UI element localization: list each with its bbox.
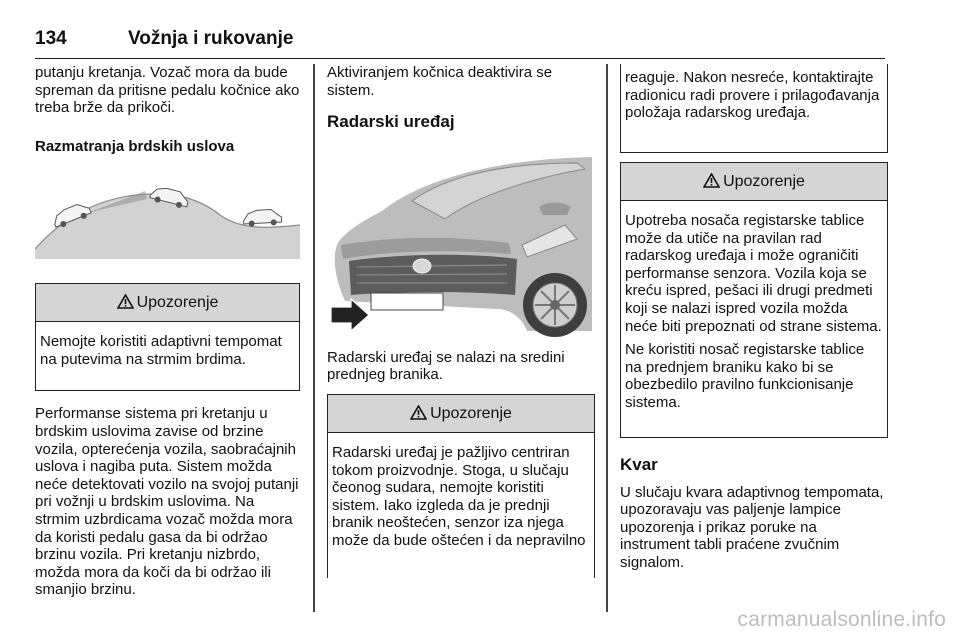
- warning-header: [36, 284, 299, 322]
- plate-holder-warning-box: [620, 162, 888, 438]
- malfunction-heading: Kvar: [620, 455, 658, 474]
- warning-text-1: Upotreba nosača registarske tablice može da utiče na pravilan rad radarskog uređaja i može ograničiti performanse senzora. Vozila koja se kreću ispred, pešaci ili drugi predmeti koji se nalazi ispred vozila možda neće biti prepoznati od strane sistema.: [625, 212, 882, 335]
- intro-text: putanju kretanja. Vozač mora da bude spreman da pritisne pedalu kočnice ako treba brže da prikoči.: [35, 64, 300, 117]
- warning-title: Upozorenje: [136, 294, 219, 312]
- hill-warning-box: [35, 283, 300, 391]
- column-divider-1: [313, 64, 315, 612]
- warning-icon: [703, 173, 720, 188]
- page-number: 134: [35, 28, 67, 49]
- radar-warning-continued-box: [620, 64, 888, 153]
- column-right: [620, 64, 888, 572]
- warning-icon: [410, 405, 427, 420]
- radar-heading: Radarski uređaj: [327, 112, 455, 132]
- column-left: [35, 64, 300, 599]
- warning-text: Radarski uređaj je pažljivo centriran tokom proizvodnje. Stoga, u slučaju čeonog sudara, nemojte koristiti sistem. Iako izgleda da je prednji branik neoštećen, senzor iza njega može da bude oštećen i da nepravilno: [332, 443, 586, 549]
- warning-body: [621, 201, 887, 418]
- hill-illustration: [35, 169, 300, 259]
- hill-conditions-subheading: Razmatranja brdskih uslova: [35, 137, 235, 155]
- warning-body: [36, 322, 299, 374]
- warning-title: Upozorenje: [430, 404, 512, 422]
- radar-warning-box: [327, 394, 595, 578]
- hill-performance-text: Performanse sistema pri kretanju u brdskim uslovima zavise od brzine vozila, opterećenja vozila, saobraćajnih uslova i nagiba puta. Sistem možda neće detektovati vozilo na svojoj putanji pri vožnji u brdskim uslovima. Na strmim uzbrdicama vozač možda mora da koristi pedalu gasa da bi održao brzinu vozila. Pri kretanju nizbrdo, možda mora da koči da bi održao ili smanjio brzinu.: [35, 405, 299, 599]
- column-middle: [327, 64, 595, 578]
- warning-text-continued: reaguje. Nakon nesreće, kontaktirajte radionicu radi provere i prilagođavanja položaja radarskog uređaja.: [625, 69, 880, 122]
- warning-icon: [117, 294, 134, 309]
- malfunction-text: U slučaju kvara adaptivnog tempomata, upozoravaju vas paljenje lampice upozorenja i prikaz poruke na instrument tabli praćene zvučnim signalom.: [620, 483, 884, 571]
- page-header: [35, 28, 885, 59]
- watermark: carmanualsonline.info: [737, 608, 946, 631]
- warning-body: [328, 433, 594, 556]
- column-divider-2: [606, 64, 608, 612]
- warning-text: Nemojte koristiti adaptivni tempomat na putevima na strmim brdima.: [40, 333, 282, 368]
- warning-body: [621, 64, 887, 128]
- warning-header: [621, 163, 887, 201]
- car-radar-illustration: [327, 149, 595, 339]
- brake-deactivation-text: Aktiviranjem kočnica deaktivira se sistem.: [327, 64, 553, 99]
- radar-caption: Radarski uređaj se nalazi na sredini prednjeg branika.: [327, 348, 565, 384]
- warning-header: [328, 395, 594, 433]
- warning-title: Upozorenje: [723, 173, 805, 190]
- chapter-title: Vožnja i rukovanje: [128, 28, 294, 49]
- warning-text-2: Ne koristiti nosač registarske tablice na prednjem braniku kako bi se obezbedilo pravilno funkcionisanje sistema.: [625, 341, 865, 411]
